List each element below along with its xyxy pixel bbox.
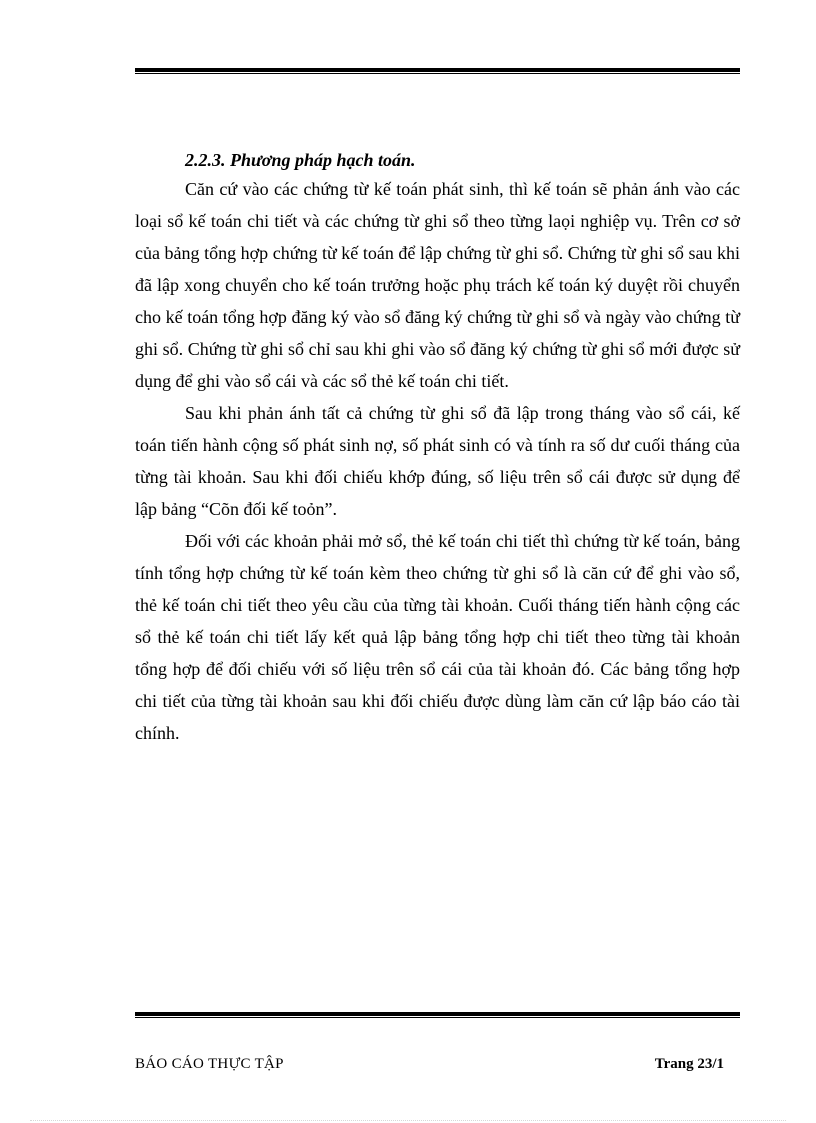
header-thin-line xyxy=(135,73,740,74)
paragraph-1: Căn cứ vào các chứng từ kế toán phát sinh, thì kế toán sẽ phản ánh vào các loại sổ kế toán chi tiết và các chứng từ ghi sổ theo từng laọi nghiệp vụ. Trên cơ sở của bảng tổng hợp chứng từ kế toán để lập chứng từ ghi sổ. Chứng từ ghi sổ sau khi đã lập xong chuyển cho kế toán trưởng hoặc phụ trách kế toán ký duyệt rồi chuyển cho kế toán tổng hợp đăng ký vào sổ đăng ký chứng từ ghi sổ và ngày vào chứng từ ghi sổ. Chứng từ ghi sổ chỉ sau khi ghi vào sổ đăng ký chứng từ ghi sổ mới được sử dụng để ghi vào sổ cái và các sổ thẻ kế toán chi tiết. xyxy=(135,179,740,391)
header-double-rule xyxy=(135,68,740,74)
footer-report-title: BÁO CÁO THỰC TẬP xyxy=(135,1056,284,1072)
header-thick-line xyxy=(135,68,740,72)
section-heading: 2.2.3. Phương pháp hạch toán. xyxy=(185,150,416,170)
document-body xyxy=(135,147,740,749)
paragraph-2: Sau khi phản ánh tất cả chứng từ ghi sổ đã lập trong tháng vào sổ cái, kế toán tiến hành cộng số phát sinh nợ, số phát sinh có và tính ra số dư cuối tháng của từng tài khoản. Sau khi đối chiếu khớp đúng, số liệu trên sổ cái được sử dụng để lập bảng “Cõn đối kế toỏn”. xyxy=(135,403,740,519)
footer-double-rule xyxy=(135,1012,740,1018)
footer-page-number: Trang 23/1 xyxy=(654,1056,724,1072)
page-bottom-edge xyxy=(30,1120,786,1121)
footer-thin-line xyxy=(135,1017,740,1018)
footer-thick-line xyxy=(135,1012,740,1016)
paragraph-3: Đối với các khoản phải mở sổ, thẻ kế toán chi tiết thì chứng từ kế toán, bảng tính tổng hợp chứng từ kế toán kèm theo chứng từ ghi sổ là căn cứ để ghi vào sổ, thẻ kế toán chi tiết theo yêu cầu của từng tài khoản. Cuối tháng tiến hành cộng các sổ thẻ kế toán chi tiết lấy kết quả lập bảng tổng hợp chi tiết theo từng tài khoản tổng hợp để đối chiếu với số liệu trên sổ cái của tài khoản đó. Các bảng tổng hợp chi tiết của từng tài khoản sau khi đối chiếu được dùng làm căn cứ lập báo cáo tài chính. xyxy=(135,531,740,743)
